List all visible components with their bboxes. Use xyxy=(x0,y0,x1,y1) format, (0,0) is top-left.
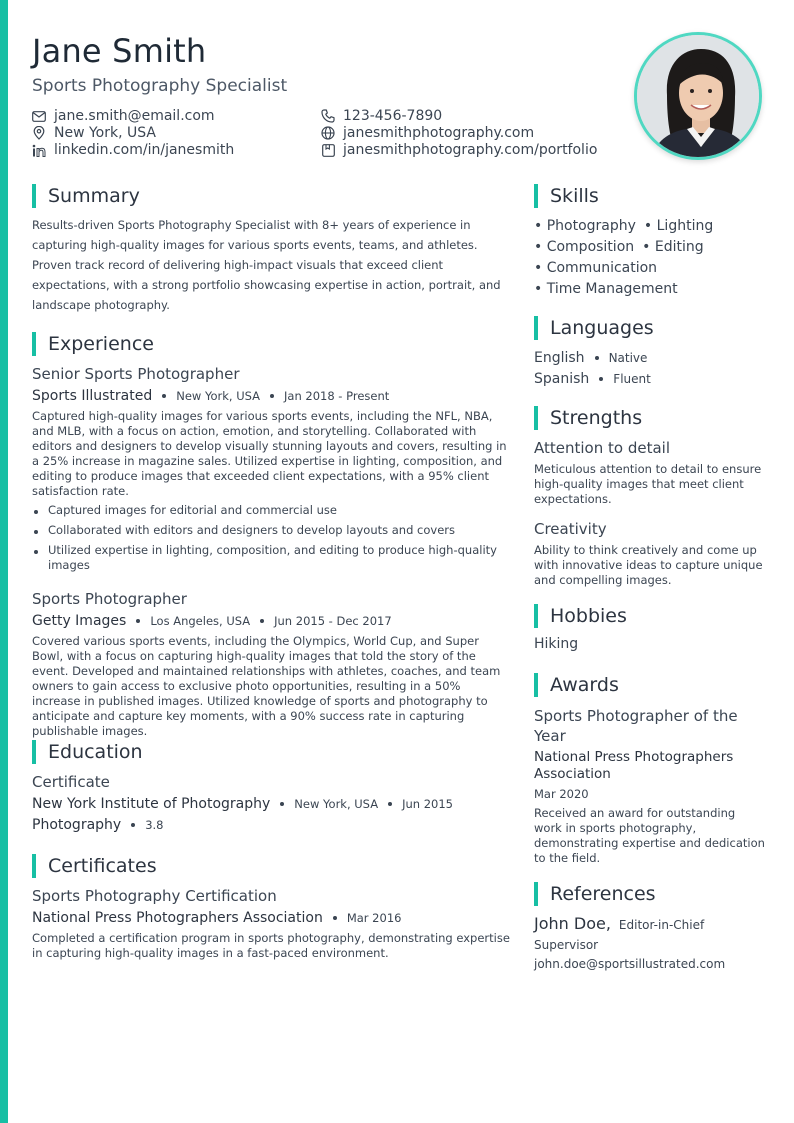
reference-relation: Supervisor xyxy=(534,938,599,952)
skills-row xyxy=(534,257,764,278)
job-location: New York, USA xyxy=(176,389,260,403)
job-location: Los Angeles, USA xyxy=(150,614,251,628)
skill-item: • Editing xyxy=(642,238,704,255)
reference-name: John Doe, xyxy=(534,914,611,933)
skill-item: • Composition xyxy=(534,238,635,255)
hobbies-heading: Hobbies xyxy=(550,605,627,627)
certificate-description: Completed a certification program in sports photography, demonstrating expertise in capturing high-quality images in a fast-paced environment. xyxy=(32,931,510,960)
award-title: Sports Photographer of the Year xyxy=(534,707,738,745)
certificate-name: Sports Photography Certification xyxy=(32,887,277,905)
job-bullet: Captured images for editorial and commercial use xyxy=(32,503,510,518)
education-meta xyxy=(32,796,453,812)
awards-heading: Awards xyxy=(550,674,619,696)
heading-accent xyxy=(534,184,538,208)
strength-title: Creativity xyxy=(534,520,607,538)
section-heading-strengths xyxy=(534,406,642,430)
skills-row xyxy=(534,278,764,299)
reference-name-row xyxy=(534,914,704,933)
separator-dot xyxy=(280,802,284,806)
reference-email[interactable]: john.doe@sportsillustrated.com xyxy=(534,957,726,971)
job-bullet-list xyxy=(32,503,510,578)
mail-icon xyxy=(32,109,46,123)
contact-portfolio[interactable] xyxy=(321,142,597,158)
skills-row xyxy=(534,236,764,257)
location-pin-icon xyxy=(32,126,46,140)
skill-item: • Communication xyxy=(534,259,658,276)
section-heading-awards xyxy=(534,673,619,697)
contact-website[interactable] xyxy=(321,125,534,141)
skills-heading: Skills xyxy=(550,185,599,207)
section-heading-experience xyxy=(32,332,154,356)
contact-phone[interactable] xyxy=(321,108,442,124)
portfolio-text: janesmithphotography.com/portfolio xyxy=(343,142,598,158)
references-heading: References xyxy=(550,883,656,905)
profile-portrait-illustration xyxy=(637,35,762,160)
experience-heading: Experience xyxy=(48,333,154,355)
section-heading-references xyxy=(534,882,656,906)
certificate-date: Mar 2016 xyxy=(346,911,402,925)
separator-dot xyxy=(599,377,603,381)
separator-dot xyxy=(131,823,135,827)
section-heading-hobbies xyxy=(534,604,627,628)
candidate-title: Sports Photography Specialist xyxy=(32,76,288,96)
strengths-heading: Strengths xyxy=(550,407,643,429)
job-dates: Jun 2015 - Dec 2017 xyxy=(274,614,392,628)
globe-icon xyxy=(321,126,335,140)
skill-item: • Lighting xyxy=(643,217,714,234)
education-field-meta xyxy=(32,817,164,833)
section-heading-certificates xyxy=(32,854,157,878)
section-heading-education xyxy=(32,740,143,764)
separator-dot xyxy=(260,619,264,623)
award-date: Mar 2020 xyxy=(534,787,589,801)
education-date: Jun 2015 xyxy=(402,797,453,811)
strength-title: Attention to detail xyxy=(534,439,670,457)
heading-accent xyxy=(534,316,538,340)
heading-accent xyxy=(534,882,538,906)
skills-row xyxy=(534,215,764,236)
heading-accent xyxy=(32,854,36,878)
education-heading: Education xyxy=(48,741,143,763)
education-location: New York, USA xyxy=(294,797,379,811)
section-heading-skills xyxy=(534,184,599,208)
languages-list xyxy=(534,347,764,389)
separator-dot xyxy=(136,619,140,623)
heading-accent xyxy=(32,184,36,208)
education-field: Photography xyxy=(32,817,122,833)
job-bullet: Utilized expertise in lighting, composition, and editing to produce high-quality images xyxy=(32,543,510,573)
education-school: New York Institute of Photography xyxy=(32,796,271,812)
job-meta xyxy=(32,388,389,404)
heading-accent xyxy=(534,604,538,628)
language-level: Native xyxy=(608,350,648,365)
location-text: New York, USA xyxy=(54,125,156,141)
certificates-heading: Certificates xyxy=(48,855,157,877)
summary-text: Results-driven Sports Photography Specialist with 8+ years of experience in capturing high-quality images for various sports events, teams, and athletes. Proven track record of delivering high-impact visuals that exceed client expectations, with a strong portfolio showcasing expertise in action, portrait, and landscape photography. xyxy=(32,218,501,312)
job-bullet: Collaborated with editors and designers to develop layouts and covers xyxy=(32,523,510,538)
skills-list xyxy=(534,215,764,299)
section-heading-summary xyxy=(32,184,140,208)
job-title: Senior Sports Photographer xyxy=(32,365,240,383)
languages-heading: Languages xyxy=(550,317,654,339)
reference-role: Editor-in-Chief xyxy=(618,918,705,932)
language-level: Fluent xyxy=(613,371,651,386)
separator-dot xyxy=(333,916,337,920)
linkedin-text: linkedin.com/in/janesmith xyxy=(54,142,235,158)
language-name: English xyxy=(534,349,585,366)
summary-heading: Summary xyxy=(48,185,140,207)
contact-email[interactable] xyxy=(32,108,215,124)
education-gpa: 3.8 xyxy=(145,818,164,832)
profile-photo xyxy=(634,32,762,160)
heading-accent xyxy=(32,332,36,356)
job-company: Getty Images xyxy=(32,613,127,629)
website-text: janesmithphotography.com xyxy=(343,125,535,141)
heading-accent xyxy=(534,673,538,697)
job-description: Covered various sports events, including the Olympics, World Cup, and Super Bowl, with a focus on capturing high-quality images that told the story of the event. Developed and maintained relationships with athletes, coaches, and team owners to gain access to exclusive photo opportunities, resulting in a 50% increase in published images. Utilized knowledge of sports and photography to anticipate and capture key moments, with a 90% success rate in capturing publishable images. xyxy=(32,634,501,738)
strength-text: Ability to think creatively and come up with innovative ideas to capture unique and compelling images. xyxy=(534,543,763,587)
contact-linkedin[interactable] xyxy=(32,142,234,158)
heading-accent xyxy=(32,740,36,764)
contact-location xyxy=(32,125,156,141)
accent-bar xyxy=(0,0,8,1123)
resume-page xyxy=(32,0,772,1123)
job-description: Captured high-quality images for various sports events, including the NFL, NBA, and MLB, with a focus on action, emotion, and storytelling. Collaborated with editors and designers to develop visually stunning layouts and covers, resulting in a 25% increase in magazine sales. Utilized expertise in lighting, composition, and editing to produce images that exceeded client expectations, with a 95% client satisfaction rate. xyxy=(32,409,507,498)
strength-text: Meticulous attention to detail to ensure high-quality images that meet client expectations. xyxy=(534,462,762,506)
language-name: Spanish xyxy=(534,370,590,387)
separator-dot xyxy=(388,802,392,806)
portfolio-icon xyxy=(321,143,335,157)
separator-dot xyxy=(270,394,274,398)
email-text: jane.smith@email.com xyxy=(54,108,215,124)
separator-dot xyxy=(162,394,166,398)
heading-accent xyxy=(534,406,538,430)
candidate-name: Jane Smith xyxy=(32,32,207,70)
education-degree: Certificate xyxy=(32,773,110,791)
hobby-item: Hiking xyxy=(534,636,579,652)
job-meta xyxy=(32,613,392,629)
job-dates: Jan 2018 - Present xyxy=(284,389,390,403)
separator-dot xyxy=(595,356,599,360)
linkedin-icon xyxy=(32,143,46,157)
language-item xyxy=(534,347,764,368)
phone-text: 123-456-7890 xyxy=(343,108,443,124)
certificate-meta xyxy=(32,910,401,926)
certificate-issuer: National Press Photographers Association xyxy=(32,910,323,926)
language-item xyxy=(534,368,764,389)
skill-item: • Time Management xyxy=(534,280,678,297)
award-issuer: National Press Photographers Association xyxy=(534,749,734,782)
job-company: Sports Illustrated xyxy=(32,388,153,404)
award-description: Received an award for outstanding work in sports photography, demonstrating expertise and dedication to the field. xyxy=(534,806,765,865)
skill-item: • Photography xyxy=(534,217,636,234)
section-heading-languages xyxy=(534,316,654,340)
job-title: Sports Photographer xyxy=(32,590,187,608)
phone-icon xyxy=(321,109,335,123)
